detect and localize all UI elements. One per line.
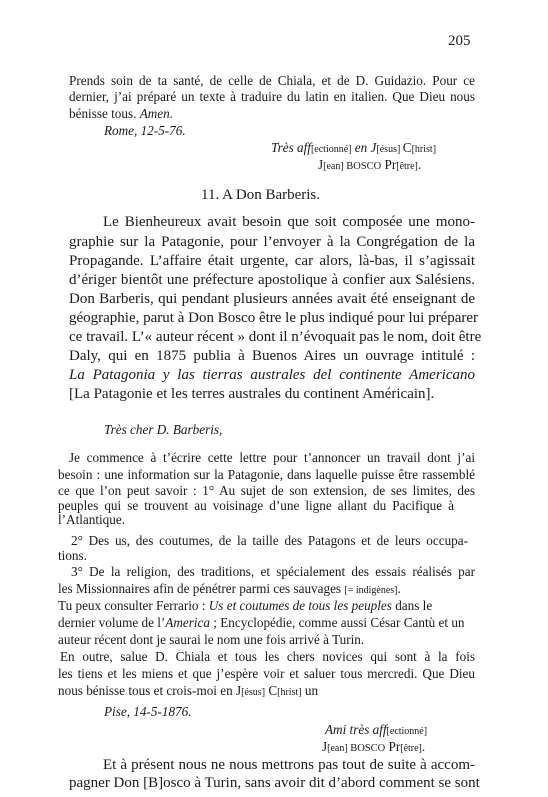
letter-line-11: dernier volume de l’America ; Encyclopédie, comme aussi César Cantù et un [58, 615, 465, 630]
intro-line-7: ce travail. L’« auteur récent » dont il n’évoquait pas le nom, doit être [69, 329, 482, 345]
book-title-french: [La Patagonie et les terres australes du continent Américain]. [69, 386, 435, 402]
letter-line-12: auteur récent dont je saurai le nom une fois arrivé à Turin. [58, 632, 365, 647]
letter-line-5: l’Atlantique. [58, 512, 126, 527]
intro-line-1: Le Bienheureux avait besoin que soit composée une mono- [103, 214, 475, 230]
closing-line-1-visible: Et à présent nous ne nous mettrons pas tout de suite à accom- [103, 757, 475, 773]
letter-line-4: peuples qui se trouvent au voisinage d’une ligne allant du Pacifique à [58, 498, 454, 513]
book-title-ferrario: Us et coutumes de tous les peuples [208, 598, 392, 613]
letter-end-line-1: Prends soin de ta santé, de celle de Chiala, et de D. Guidazio. Pour ce [69, 73, 475, 88]
dateline-rome: Rome, 12-5-76. [104, 123, 186, 138]
intro-line-5: Don Barberis, qui pendant plusieurs années avait été enseignant de [69, 291, 475, 307]
closing-line-2: pagner Don [B]osco à Turin, sans avoir dit d’abord comment se sont [69, 775, 480, 791]
letter-line-15: nous bénisse tous et crois-moi en J[ésus] C[hrist] un [58, 683, 319, 698]
signature-line-2: J[ean] BOSCO Pr[être]. [318, 157, 422, 172]
letter-signature-line-2: J[ean] BOSCO Pr[être]. [322, 739, 426, 754]
letter-line-14: les tiens et les miens et que j’espère voir et saluer tous mercredi. Que Dieu [58, 666, 475, 681]
intro-line-3: Propagande. L’affaire était urgente, car alors, là-bas, il s’agissait [69, 253, 475, 269]
intro-line-8: Daly, qui en 1875 publia à Buenos Aires un ouvrage intitulé : [69, 348, 475, 364]
letter-line-6: 2° Des us, des coutumes, de la taille des Patagons et de leurs occupa- [71, 533, 468, 548]
letter-line-7: tions. [58, 548, 87, 563]
page-number: 205 [448, 33, 471, 49]
section-heading: 11. A Don Barberis. [201, 187, 321, 203]
letter-line-9: les Missionnaires afin de pénétrer parmi ces sauvages [= indigènes]. [58, 581, 401, 596]
letter-line-13: En outre, salue D. Chiala et tous les chers novices qui sont à la fois [60, 649, 475, 664]
amen: Amen. [139, 106, 174, 121]
intro-line-6: géographie, parut à Don Bosco être le plus indiqué pour lui préparer [69, 310, 479, 326]
dateline-pise: Pise, 14-5-1876. [104, 704, 192, 719]
letter-end-line-2: dernier, j’ai préparé un texte à traduire du latin en italien. Que Dieu nous [69, 89, 475, 104]
letter-salutation: Très cher D. Barberis, [104, 422, 223, 437]
letter-line-2: besoin : une information sur la Patagonie, dans laquelle puisse être rassemblé [58, 467, 475, 482]
letter-line-10: Tu peux consulter Ferrario : Us et coutumes de tous les peuples dans le [58, 598, 433, 613]
intro-line-2: graphie sur la Patagonie, pour l’envoyer à la Congrégation de la [69, 234, 475, 250]
letter-line-1: Je commence à t’écrire cette lettre pour t’annoncer un travail dont j’ai [69, 450, 475, 465]
letter-signature-line-1: Ami très aff[ectionné] [325, 722, 428, 737]
letter-line-8: 3° De la religion, des traditions, et spécialement des essais réalisés par [71, 564, 475, 579]
book-title-spanish: La Patagonia y las tierras australes del continente Americano [69, 367, 475, 383]
intro-line-4: d’ériger bientôt une préfecture apostolique à confier aux Salésiens. [69, 272, 475, 288]
letter-end-line-3: bénisse tous. Amen. [69, 106, 174, 121]
letter-line-3: ce que l’on peut savoir : 1° Au sujet de son extension, de ses limites, des [58, 483, 475, 498]
signature-line-1: Très aff[ectionné] en J[ésus] C[hrist] [271, 140, 437, 155]
